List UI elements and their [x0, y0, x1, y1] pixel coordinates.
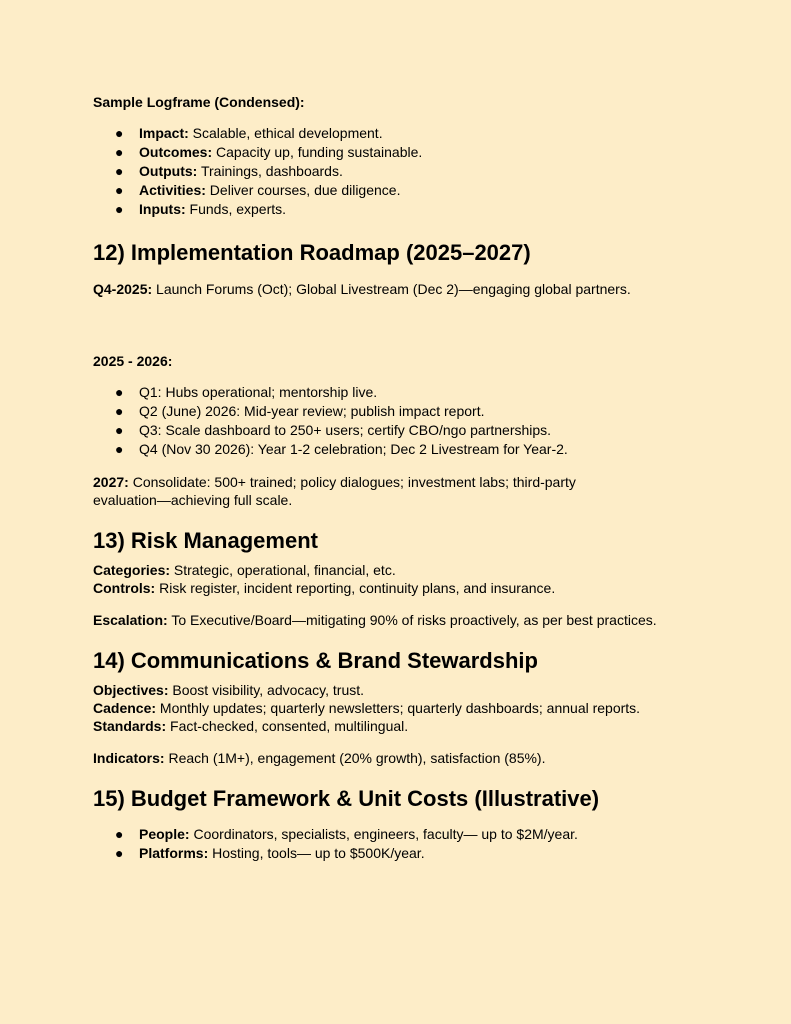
list-item: ● Outputs: Trainings, dashboards. — [115, 163, 343, 179]
budget-list — [93, 825, 733, 863]
risk-controls: Controls: Risk register, incident reporting, continuity plans, and insurance. — [93, 580, 556, 596]
comms-cadence: Cadence: Monthly updates; quarterly newsletters; quarterly dashboards; annual reports. — [93, 700, 641, 716]
list-item: ● Outcomes: Capacity up, funding sustainable. — [115, 144, 423, 160]
bullet-icon: ● — [115, 826, 124, 842]
section-heading-risk: 13) Risk Management — [93, 528, 318, 553]
bullet-icon: ● — [115, 201, 124, 217]
list-item: ● Activities: Deliver courses, due diligence. — [115, 182, 401, 198]
year-2027-paragraph: 2027: Consolidate: 500+ trained; policy dialogues; investment labs; third-party evaluation—achieving full scale. — [93, 474, 576, 508]
list-item: ● Q2 (June) 2026: Mid-year review; publish impact report. — [115, 403, 485, 419]
list-item: ● Q1: Hubs operational; mentorship live. — [115, 384, 378, 400]
bullet-icon: ● — [115, 163, 124, 179]
list-item: ● Q4 (Nov 30 2026): Year 1-2 celebration; Dec 2 Livestream for Year-2. — [115, 441, 568, 457]
risk-categories: Categories: Strategic, operational, financial, etc. — [93, 562, 396, 578]
comms-objectives: Objectives: Boost visibility, advocacy, trust. — [93, 682, 365, 698]
list-item: ● Inputs: Funds, experts. — [115, 201, 287, 217]
comms-standards: Standards: Fact-checked, consented, multilingual. — [93, 718, 409, 734]
logframe-title: Sample Logframe (Condensed): — [93, 94, 305, 110]
q4-2025-paragraph: Q4-2025: Launch Forums (Oct); Global Livestream (Dec 2)—engaging global partners. — [93, 281, 631, 297]
bullet-icon: ● — [115, 125, 124, 141]
risk-escalation: Escalation: To Executive/Board—mitigating 90% of risks proactively, as per best practices. — [93, 612, 657, 628]
bullet-icon: ● — [115, 441, 124, 457]
bullet-icon: ● — [115, 403, 124, 419]
bullet-icon: ● — [115, 144, 124, 160]
section-heading-communications: 14) Communications & Brand Stewardship — [93, 648, 538, 673]
quarters-list — [93, 383, 733, 459]
logframe-list — [93, 124, 733, 219]
list-item: ● People: Coordinators, specialists, engineers, faculty— up to $2M/year. — [115, 826, 578, 842]
list-item: ● Impact: Scalable, ethical development. — [115, 125, 383, 141]
comms-indicators: Indicators: Reach (1M+), engagement (20% growth), satisfaction (85%). — [93, 750, 546, 766]
period-title: 2025 - 2026: — [93, 353, 173, 369]
section-heading-budget: 15) Budget Framework & Unit Costs (Illustrative) — [93, 786, 600, 811]
bullet-icon: ● — [115, 182, 124, 198]
bullet-icon: ● — [115, 384, 124, 400]
list-item: ● Platforms: Hosting, tools— up to $500K/year. — [115, 845, 425, 861]
bullet-icon: ● — [115, 422, 124, 438]
bullet-icon: ● — [115, 845, 124, 861]
section-heading-roadmap: 12) Implementation Roadmap (2025–2027) — [93, 240, 531, 265]
document-page — [93, 93, 733, 863]
list-item: ● Q3: Scale dashboard to 250+ users; certify CBO/ngo partnerships. — [115, 422, 552, 438]
